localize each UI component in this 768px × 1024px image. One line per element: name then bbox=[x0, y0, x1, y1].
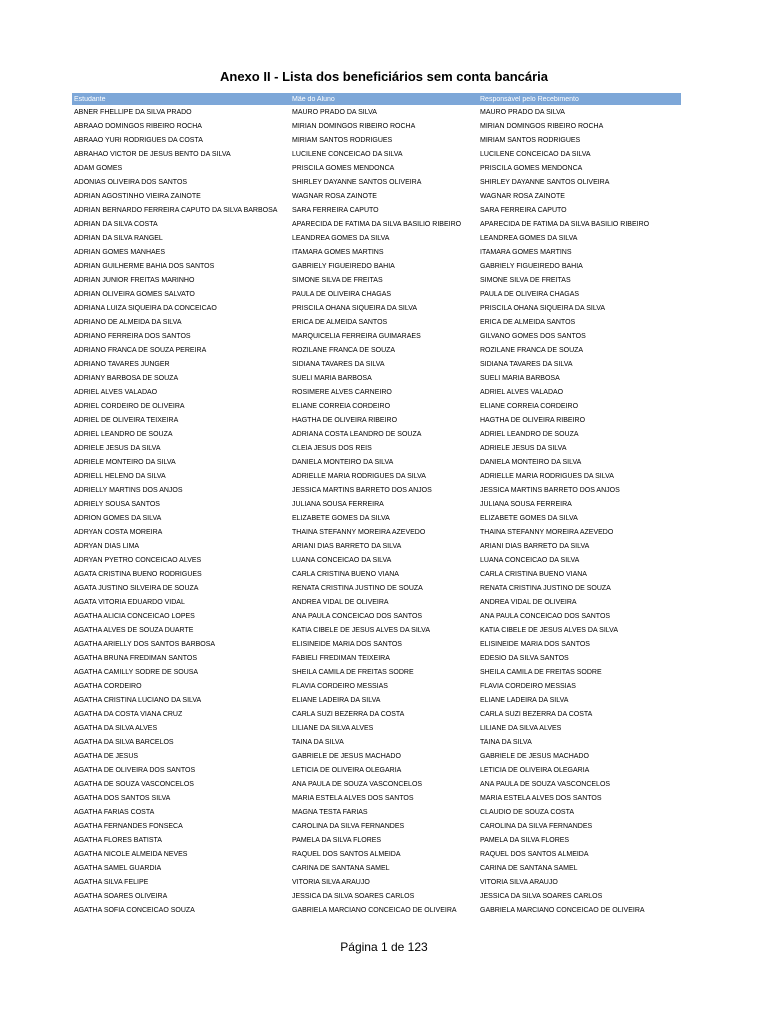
responsible-name: CARLA SUZI BEZERRA DA COSTA bbox=[480, 710, 593, 718]
mother-name: PAMELA DA SILVA FLORES bbox=[292, 836, 382, 844]
mother-name: ADRIANA COSTA LEANDRO DE SOUZA bbox=[292, 430, 422, 438]
student-name: ADRIAN GOMES MANHAES bbox=[74, 248, 166, 256]
mother-name: MIRIAN DOMINGOS RIBEIRO ROCHA bbox=[292, 122, 416, 130]
mother-name: ANA PAULA CONCEICAO DOS SANTOS bbox=[292, 612, 423, 620]
table-row bbox=[72, 343, 681, 357]
student-name: AGATA JUSTINO SILVEIRA DE SOUZA bbox=[74, 584, 199, 592]
student-name: ADRIELE JESUS DA SILVA bbox=[74, 444, 161, 452]
table-row bbox=[72, 861, 681, 875]
responsible-name: GABRIELE DE JESUS MACHADO bbox=[480, 752, 589, 760]
responsible-name: TAINA DA SILVA bbox=[480, 738, 532, 746]
mother-name: ELISINEIDE MARIA DOS SANTOS bbox=[292, 640, 402, 648]
mother-name: ROZILANE FRANCA DE SOUZA bbox=[292, 346, 396, 354]
table-row bbox=[72, 315, 681, 329]
responsible-name: PRISCILA OHANA SIQUEIRA DA SILVA bbox=[480, 304, 606, 312]
student-name: ADRIANY BARBOSA DE SOUZA bbox=[74, 374, 179, 382]
responsible-name: APARECIDA DE FATIMA DA SILVA BASILIO RIBEIRO bbox=[480, 220, 650, 228]
table-row bbox=[72, 441, 681, 455]
student-name: ADRIAN DA SILVA RANGEL bbox=[74, 234, 163, 242]
mother-name: ELIANE CORREIA CORDEIRO bbox=[292, 402, 391, 410]
mother-name: RAQUEL DOS SANTOS ALMEIDA bbox=[292, 850, 401, 858]
responsible-name: RENATA CRISTINA JUSTINO DE SOUZA bbox=[480, 584, 611, 592]
student-name: ADAM GOMES bbox=[74, 164, 123, 172]
table-row bbox=[72, 651, 681, 665]
mother-name: CLEIA JESUS DOS REIS bbox=[292, 444, 372, 452]
table-row bbox=[72, 161, 681, 175]
student-name: ADRIELLY MARTINS DOS ANJOS bbox=[74, 486, 183, 494]
table-row bbox=[72, 245, 681, 259]
responsible-name: SIDIANA TAVARES DA SILVA bbox=[480, 360, 573, 368]
table-row bbox=[72, 791, 681, 805]
responsible-name: ERICA DE ALMEIDA SANTOS bbox=[480, 318, 576, 326]
table-row bbox=[72, 385, 681, 399]
student-name: ADRIAN AGOSTINHO VIEIRA ZAINOTE bbox=[74, 192, 201, 200]
table-row bbox=[72, 581, 681, 595]
responsible-name: CARINA DE SANTANA SAMEL bbox=[480, 864, 578, 872]
mother-name: KATIA CIBELE DE JESUS ALVES DA SILVA bbox=[292, 626, 430, 634]
mother-name: GABRIELY FIGUEIREDO BAHIA bbox=[292, 262, 395, 270]
student-name: AGATHA FLORES BATISTA bbox=[74, 836, 162, 844]
table-header bbox=[72, 93, 681, 105]
table-row bbox=[72, 231, 681, 245]
responsible-name: GILVANO GOMES DOS SANTOS bbox=[480, 332, 586, 340]
responsible-name: GABRIELY FIGUEIREDO BAHIA bbox=[480, 262, 583, 270]
student-name: AGATHA DOS SANTOS SILVA bbox=[74, 794, 171, 802]
student-name: AGATHA FARIAS COSTA bbox=[74, 808, 155, 816]
mother-name: THAINA STEFANNY MOREIRA AZEVEDO bbox=[292, 528, 426, 536]
student-name: ADRIELL HELENO DA SILVA bbox=[74, 472, 166, 480]
student-name: ADRIANO FERREIRA DOS SANTOS bbox=[74, 332, 191, 340]
mother-name: RENATA CRISTINA JUSTINO DE SOUZA bbox=[292, 584, 423, 592]
responsible-name: WAGNAR ROSA ZAINOTE bbox=[480, 192, 565, 200]
table-row bbox=[72, 805, 681, 819]
table-row bbox=[72, 609, 681, 623]
student-name: ABRAAO DOMINGOS RIBEIRO ROCHA bbox=[74, 122, 202, 130]
mother-name: MAURO PRADO DA SILVA bbox=[292, 108, 377, 116]
responsible-name: SHIRLEY DAYANNE SANTOS OLIVEIRA bbox=[480, 178, 610, 186]
page-title: Anexo II - Lista dos beneficiários sem conta bancária bbox=[220, 69, 548, 84]
responsible-name: ADRIELE JESUS DA SILVA bbox=[480, 444, 567, 452]
table-row bbox=[72, 399, 681, 413]
mother-name: JULIANA SOUSA FERREIRA bbox=[292, 500, 384, 508]
responsible-name: CAROLINA DA SILVA FERNANDES bbox=[480, 822, 593, 830]
responsible-name: DANIELA MONTEIRO DA SILVA bbox=[480, 458, 582, 466]
student-name: AGATHA CAMILLY SODRE DE SOUSA bbox=[74, 668, 199, 676]
table-row bbox=[72, 693, 681, 707]
table-row bbox=[72, 287, 681, 301]
student-name: AGATHA SOFIA CONCEICAO SOUZA bbox=[74, 906, 195, 914]
responsible-name: JESSICA MARTINS BARRETO DOS ANJOS bbox=[480, 486, 620, 494]
mother-name: LETICIA DE OLIVEIRA OLEGARIA bbox=[292, 766, 402, 774]
student-name: ADRIAN DA SILVA COSTA bbox=[74, 220, 158, 228]
mother-name: MARIA ESTELA ALVES DOS SANTOS bbox=[292, 794, 414, 802]
responsible-name: ANDREA VIDAL DE OLIVEIRA bbox=[480, 598, 577, 606]
table-row bbox=[72, 469, 681, 483]
student-name: ADRION GOMES DA SILVA bbox=[74, 514, 162, 522]
mother-name: SIDIANA TAVARES DA SILVA bbox=[292, 360, 385, 368]
table-row bbox=[72, 903, 681, 917]
student-name: ADRIAN BERNARDO FERREIRA CAPUTO DA SILVA BARBOSA bbox=[74, 206, 278, 214]
student-name: AGATHA FERNANDES FONSECA bbox=[74, 822, 183, 830]
responsible-name: LILIANE DA SILVA ALVES bbox=[480, 724, 562, 732]
mother-name: GABRIELA MARCIANO CONCEICAO DE OLIVEIRA bbox=[292, 906, 457, 914]
student-name: AGATHA DE OLIVEIRA DOS SANTOS bbox=[74, 766, 196, 774]
table-row bbox=[72, 567, 681, 581]
student-name: ADRIAN OLIVEIRA GOMES SALVATO bbox=[74, 290, 195, 298]
mother-name: CARLA CRISTINA BUENO VIANA bbox=[292, 570, 399, 578]
table-row bbox=[72, 889, 681, 903]
table-row bbox=[72, 329, 681, 343]
student-name: ADRIAN JUNIOR FREITAS MARINHO bbox=[74, 276, 195, 284]
table-row bbox=[72, 623, 681, 637]
responsible-name: EDESIO DA SILVA SANTOS bbox=[480, 654, 569, 662]
mother-name: TAINA DA SILVA bbox=[292, 738, 344, 746]
table-row bbox=[72, 427, 681, 441]
responsible-name: SARA FERREIRA CAPUTO bbox=[480, 206, 567, 214]
responsible-name: MARIA ESTELA ALVES DOS SANTOS bbox=[480, 794, 602, 802]
mother-name: PRISCILA GOMES MENDONCA bbox=[292, 164, 395, 172]
mother-name: ELIZABETE GOMES DA SILVA bbox=[292, 514, 390, 522]
responsible-name: MIRIAM SANTOS RODRIGUES bbox=[480, 136, 581, 144]
responsible-name: JULIANA SOUSA FERREIRA bbox=[480, 500, 572, 508]
table-row bbox=[72, 455, 681, 469]
mother-name: ADRIELLE MARIA RODRIGUES DA SILVA bbox=[292, 472, 426, 480]
student-name: AGATA VITORIA EDUARDO VIDAL bbox=[74, 598, 185, 606]
mother-name: CAROLINA DA SILVA FERNANDES bbox=[292, 822, 405, 830]
responsible-name: ELIZABETE GOMES DA SILVA bbox=[480, 514, 578, 522]
student-name: ADRYAN PYETRO CONCEICAO ALVES bbox=[74, 556, 202, 564]
student-name: ADRIANO TAVARES JUNGER bbox=[74, 360, 170, 368]
mother-name: PRISCILA OHANA SIQUEIRA DA SILVA bbox=[292, 304, 418, 312]
mother-name: ITAMARA GOMES MARTINS bbox=[292, 248, 384, 256]
student-name: AGATHA SILVA FELIPE bbox=[74, 878, 149, 886]
responsible-name: KATIA CIBELE DE JESUS ALVES DA SILVA bbox=[480, 626, 618, 634]
responsible-name: LEANDREA GOMES DA SILVA bbox=[480, 234, 578, 242]
table-row bbox=[72, 819, 681, 833]
student-name: ADRIEL ALVES VALADAO bbox=[74, 388, 158, 396]
responsible-name: VITORIA SILVA ARAUJO bbox=[480, 878, 558, 886]
column-header-student: Estudante bbox=[74, 95, 106, 103]
responsible-name: HAGTHA DE OLIVEIRA RIBEIRO bbox=[480, 416, 586, 424]
table-row bbox=[72, 721, 681, 735]
responsible-name: JESSICA DA SILVA SOARES CARLOS bbox=[480, 892, 603, 900]
mother-name: SIMONE SILVA DE FREITAS bbox=[292, 276, 383, 284]
student-name: AGATHA DE JESUS bbox=[74, 752, 139, 760]
table-row bbox=[72, 833, 681, 847]
responsible-name: MAURO PRADO DA SILVA bbox=[480, 108, 565, 116]
student-name: ADRIANO FRANCA DE SOUZA PEREIRA bbox=[74, 346, 207, 354]
mother-name: DANIELA MONTEIRO DA SILVA bbox=[292, 458, 394, 466]
responsible-name: PRISCILA GOMES MENDONCA bbox=[480, 164, 583, 172]
column-header-mother: Mãe do Aluno bbox=[292, 95, 335, 103]
responsible-name: CLAUDIO DE SOUZA COSTA bbox=[480, 808, 574, 816]
responsible-name: MIRIAN DOMINGOS RIBEIRO ROCHA bbox=[480, 122, 604, 130]
mother-name: CARLA SUZI BEZERRA DA COSTA bbox=[292, 710, 405, 718]
student-name: AGATHA DA SILVA BARCELOS bbox=[74, 738, 174, 746]
mother-name: LUCILENE CONCEICAO DA SILVA bbox=[292, 150, 403, 158]
student-name: ADONIAS OLIVEIRA DOS SANTOS bbox=[74, 178, 188, 186]
mother-name: VITORIA SILVA ARAUJO bbox=[292, 878, 370, 886]
mother-name: MARQUICELIA FERREIRA GUIMARAES bbox=[292, 332, 421, 340]
beneficiaries-table bbox=[72, 93, 681, 917]
student-name: ADRYAN DIAS LIMA bbox=[74, 542, 140, 550]
responsible-name: LUCILENE CONCEICAO DA SILVA bbox=[480, 150, 591, 158]
table-row bbox=[72, 357, 681, 371]
responsible-name: ELISINEIDE MARIA DOS SANTOS bbox=[480, 640, 590, 648]
responsible-name: PAULA DE OLIVEIRA CHAGAS bbox=[480, 290, 580, 298]
table-row bbox=[72, 735, 681, 749]
table-row bbox=[72, 539, 681, 553]
responsible-name: CARLA CRISTINA BUENO VIANA bbox=[480, 570, 587, 578]
student-name: AGATA CRISTINA BUENO RODRIGUES bbox=[74, 570, 202, 578]
student-name: AGATHA NICOLE ALMEIDA NEVES bbox=[74, 850, 188, 858]
mother-name: FABIELI FREDIMAN TEIXEIRA bbox=[292, 654, 390, 662]
student-name: AGATHA ARIELLY DOS SANTOS BARBOSA bbox=[74, 640, 216, 648]
responsible-name: FLAVIA CORDEIRO MESSIAS bbox=[480, 682, 576, 690]
mother-name: JESSICA MARTINS BARRETO DOS ANJOS bbox=[292, 486, 432, 494]
mother-name: LEANDREA GOMES DA SILVA bbox=[292, 234, 390, 242]
student-name: ADRIELE MONTEIRO DA SILVA bbox=[74, 458, 176, 466]
table-row bbox=[72, 497, 681, 511]
responsible-name: GABRIELA MARCIANO CONCEICAO DE OLIVEIRA bbox=[480, 906, 645, 914]
table-row bbox=[72, 147, 681, 161]
responsible-name: PAMELA DA SILVA FLORES bbox=[480, 836, 570, 844]
mother-name: SHIRLEY DAYANNE SANTOS OLIVEIRA bbox=[292, 178, 422, 186]
responsible-name: ADRIEL ALVES VALADAO bbox=[480, 388, 564, 396]
table-row bbox=[72, 595, 681, 609]
student-name: ADRYAN COSTA MOREIRA bbox=[74, 528, 163, 536]
column-header-responsible: Responsável pelo Recebimento bbox=[480, 95, 579, 103]
student-name: ADRIELY SOUSA SANTOS bbox=[74, 500, 160, 508]
mother-name: SUELI MARIA BARBOSA bbox=[292, 374, 372, 382]
table-row bbox=[72, 217, 681, 231]
page-number: Página 1 de 123 bbox=[340, 940, 428, 954]
responsible-name: ELIANE LADEIRA DA SILVA bbox=[480, 696, 569, 704]
table-row bbox=[72, 189, 681, 203]
student-name: ABNER FHELLIPE DA SILVA PRADO bbox=[74, 108, 192, 116]
responsible-name: RAQUEL DOS SANTOS ALMEIDA bbox=[480, 850, 589, 858]
table-row bbox=[72, 371, 681, 385]
responsible-name: LUANA CONCEICAO DA SILVA bbox=[480, 556, 580, 564]
mother-name: SHEILA CAMILA DE FREITAS SODRE bbox=[292, 668, 414, 676]
student-name: AGATHA ALVES DE SOUZA DUARTE bbox=[74, 626, 194, 634]
mother-name: ANDREA VIDAL DE OLIVEIRA bbox=[292, 598, 389, 606]
mother-name: MIRIAM SANTOS RODRIGUES bbox=[292, 136, 393, 144]
mother-name: HAGTHA DE OLIVEIRA RIBEIRO bbox=[292, 416, 398, 424]
mother-name: JESSICA DA SILVA SOARES CARLOS bbox=[292, 892, 415, 900]
mother-name: FLAVIA CORDEIRO MESSIAS bbox=[292, 682, 388, 690]
table-row bbox=[72, 679, 681, 693]
student-name: ADRIANA LUIZA SIQUEIRA DA CONCEICAO bbox=[74, 304, 217, 312]
responsible-name: LETICIA DE OLIVEIRA OLEGARIA bbox=[480, 766, 590, 774]
mother-name: ELIANE LADEIRA DA SILVA bbox=[292, 696, 381, 704]
responsible-name: SHEILA CAMILA DE FREITAS SODRE bbox=[480, 668, 602, 676]
table-row bbox=[72, 749, 681, 763]
table-row bbox=[72, 553, 681, 567]
responsible-name: ARIANI DIAS BARRETO DA SILVA bbox=[480, 542, 590, 550]
mother-name: ANA PAULA DE SOUZA VASCONCELOS bbox=[292, 780, 423, 788]
table-row bbox=[72, 483, 681, 497]
table-row bbox=[72, 413, 681, 427]
mother-name: LILIANE DA SILVA ALVES bbox=[292, 724, 374, 732]
table-row bbox=[72, 637, 681, 651]
table-row bbox=[72, 665, 681, 679]
responsible-name: ADRIELLE MARIA RODRIGUES DA SILVA bbox=[480, 472, 614, 480]
table-row bbox=[72, 847, 681, 861]
responsible-name: ROZILANE FRANCA DE SOUZA bbox=[480, 346, 584, 354]
responsible-name: SIMONE SILVA DE FREITAS bbox=[480, 276, 571, 284]
table-row bbox=[72, 301, 681, 315]
student-name: AGATHA DA COSTA VIANA CRUZ bbox=[74, 710, 183, 718]
student-name: AGATHA SAMEL GUARDIA bbox=[74, 864, 162, 872]
table-row bbox=[72, 119, 681, 133]
student-name: AGATHA DE SOUZA VASCONCELOS bbox=[74, 780, 194, 788]
responsible-name: SUELI MARIA BARBOSA bbox=[480, 374, 560, 382]
mother-name: CARINA DE SANTANA SAMEL bbox=[292, 864, 390, 872]
student-name: ADRIAN GUILHERME BAHIA DOS SANTOS bbox=[74, 262, 215, 270]
table-row bbox=[72, 203, 681, 217]
student-name: AGATHA DA SILVA ALVES bbox=[74, 724, 158, 732]
student-name: AGATHA BRUNA FREDIMAN SANTOS bbox=[74, 654, 198, 662]
mother-name: WAGNAR ROSA ZAINOTE bbox=[292, 192, 377, 200]
table-row bbox=[72, 273, 681, 287]
student-name: ABRAHAO VICTOR DE JESUS BENTO DA SILVA bbox=[74, 150, 231, 158]
student-name: AGATHA SOARES OLIVEIRA bbox=[74, 892, 168, 900]
student-name: ADRIEL CORDEIRO DE OLIVEIRA bbox=[74, 402, 185, 410]
responsible-name: ANA PAULA CONCEICAO DOS SANTOS bbox=[480, 612, 611, 620]
table-row bbox=[72, 133, 681, 147]
mother-name: PAULA DE OLIVEIRA CHAGAS bbox=[292, 290, 392, 298]
mother-name: ARIANI DIAS BARRETO DA SILVA bbox=[292, 542, 402, 550]
responsible-name: ADRIEL LEANDRO DE SOUZA bbox=[480, 430, 579, 438]
student-name: ABRAAO YURI RODRIGUES DA COSTA bbox=[74, 136, 203, 144]
table-row bbox=[72, 175, 681, 189]
table-row bbox=[72, 875, 681, 889]
student-name: AGATHA CRISTINA LUCIANO DA SILVA bbox=[74, 696, 202, 704]
table-row bbox=[72, 105, 681, 119]
student-name: AGATHA ALICIA CONCEICAO LOPES bbox=[74, 612, 195, 620]
responsible-name: THAINA STEFANNY MOREIRA AZEVEDO bbox=[480, 528, 614, 536]
mother-name: ROSIMERE ALVES CARNEIRO bbox=[292, 388, 392, 396]
table-row bbox=[72, 259, 681, 273]
student-name: ADRIEL LEANDRO DE SOUZA bbox=[74, 430, 173, 438]
table-body bbox=[72, 105, 681, 917]
table-row bbox=[72, 763, 681, 777]
table-row bbox=[72, 777, 681, 791]
responsible-name: ITAMARA GOMES MARTINS bbox=[480, 248, 572, 256]
table-row bbox=[72, 707, 681, 721]
mother-name: GABRIELE DE JESUS MACHADO bbox=[292, 752, 401, 760]
mother-name: MAGNA TESTA FARIAS bbox=[292, 808, 368, 816]
mother-name: LUANA CONCEICAO DA SILVA bbox=[292, 556, 392, 564]
student-name: ADRIEL DE OLIVEIRA TEIXEIRA bbox=[74, 416, 179, 424]
mother-name: ERICA DE ALMEIDA SANTOS bbox=[292, 318, 388, 326]
student-name: AGATHA CORDEIRO bbox=[74, 682, 142, 690]
table-row bbox=[72, 511, 681, 525]
responsible-name: ANA PAULA DE SOUZA VASCONCELOS bbox=[480, 780, 611, 788]
table-row bbox=[72, 525, 681, 539]
responsible-name: ELIANE CORREIA CORDEIRO bbox=[480, 402, 579, 410]
student-name: ADRIANO DE ALMEIDA DA SILVA bbox=[74, 318, 182, 326]
mother-name: APARECIDA DE FATIMA DA SILVA BASILIO RIBEIRO bbox=[292, 220, 462, 228]
mother-name: SARA FERREIRA CAPUTO bbox=[292, 206, 379, 214]
